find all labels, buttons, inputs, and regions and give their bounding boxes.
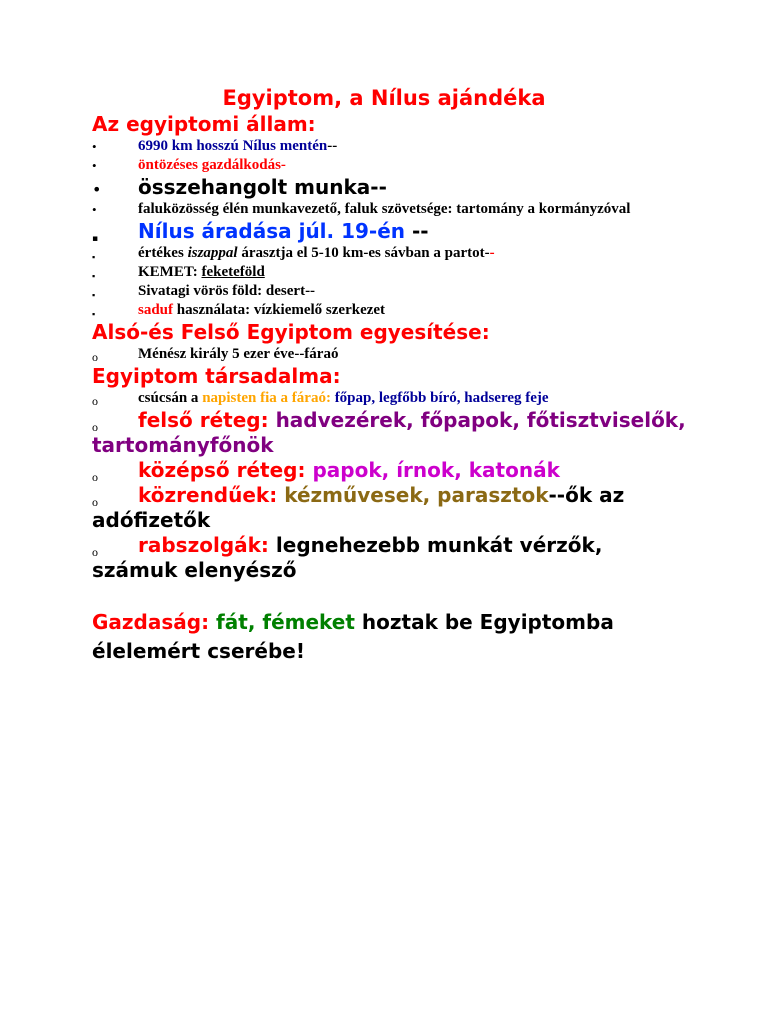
bullet-square-icon: ▪ bbox=[92, 252, 96, 262]
bullet-dot-icon: • bbox=[92, 139, 97, 154]
bullet-circle-icon: o bbox=[92, 420, 98, 434]
section-heading-unification: Alsó-és Felső Egyiptom egyesítése: bbox=[92, 320, 490, 344]
list-item: o rabszolgák: legnehezebb munkát vérzők, számuk elenyésző bbox=[92, 533, 603, 582]
bullet-dot-icon: • bbox=[92, 180, 102, 199]
bullet-dot-icon: • bbox=[92, 158, 97, 173]
bullet-circle-icon: o bbox=[92, 394, 98, 408]
document-page bbox=[92, 84, 692, 666]
list-item: ▪ saduf használata: vízkiemelő szerkezet bbox=[92, 301, 692, 320]
list-item: o Ménész király 5 ezer éve--fáraó bbox=[92, 345, 692, 364]
list-item: ▪ értékes iszappal árasztja el 5-10 km-es sávban a partot-- bbox=[92, 244, 692, 263]
bullet-dot-icon: • bbox=[92, 202, 97, 217]
bullet-circle-icon: o bbox=[92, 495, 98, 509]
section-heading-state: Az egyiptomi állam: bbox=[92, 112, 316, 136]
spacer bbox=[92, 583, 692, 608]
list-item: o közrendűek: kézművesek, parasztok--ők az adófizetők bbox=[92, 483, 625, 532]
list-item: ▪ KEMET: feketeföld bbox=[92, 263, 692, 282]
list-item: o felső réteg: hadvezérek, főpapok, főtisztviselők, tartományfőnök bbox=[92, 408, 686, 457]
list-item: ▪ Nílus áradása júl. 19-én -- bbox=[92, 219, 692, 244]
list-item: • öntözéses gazdálkodás- bbox=[92, 157, 286, 173]
list-item: • faluközösség élén munkavezető, faluk szövetsége: tartomány a kormányzóval bbox=[92, 201, 631, 217]
bullet-square-icon: ▪ bbox=[92, 309, 96, 319]
list-item: • összehangolt munka-- bbox=[92, 175, 692, 200]
page-title: Egyiptom, a Nílus ajándéka bbox=[222, 86, 546, 110]
list-item: o középső réteg: papok, írnok, katonák bbox=[92, 458, 692, 483]
bullet-square-icon: ▪ bbox=[92, 271, 96, 281]
economy-paragraph: Gazdaság: fát, fémeket hoztak be Egyiptomba élelemért cserébe! bbox=[92, 610, 614, 663]
list-item: ▪ Sivatagi vörös föld: desert-- bbox=[92, 282, 692, 301]
bullet-square-icon: ▪ bbox=[92, 234, 99, 244]
bullet-square-icon: ▪ bbox=[92, 290, 96, 300]
list-item: o csúcsán a napisten fia a fáraó: főpap, legfőbb bíró, hadsereg feje bbox=[92, 389, 692, 408]
bullet-circle-icon: o bbox=[92, 470, 98, 484]
section-heading-society: Egyiptom társadalma: bbox=[92, 364, 341, 388]
bullet-circle-icon: o bbox=[92, 545, 98, 559]
list-item: • 6990 km hosszú Nílus mentén-- bbox=[92, 138, 338, 154]
bullet-circle-icon: o bbox=[92, 350, 98, 364]
